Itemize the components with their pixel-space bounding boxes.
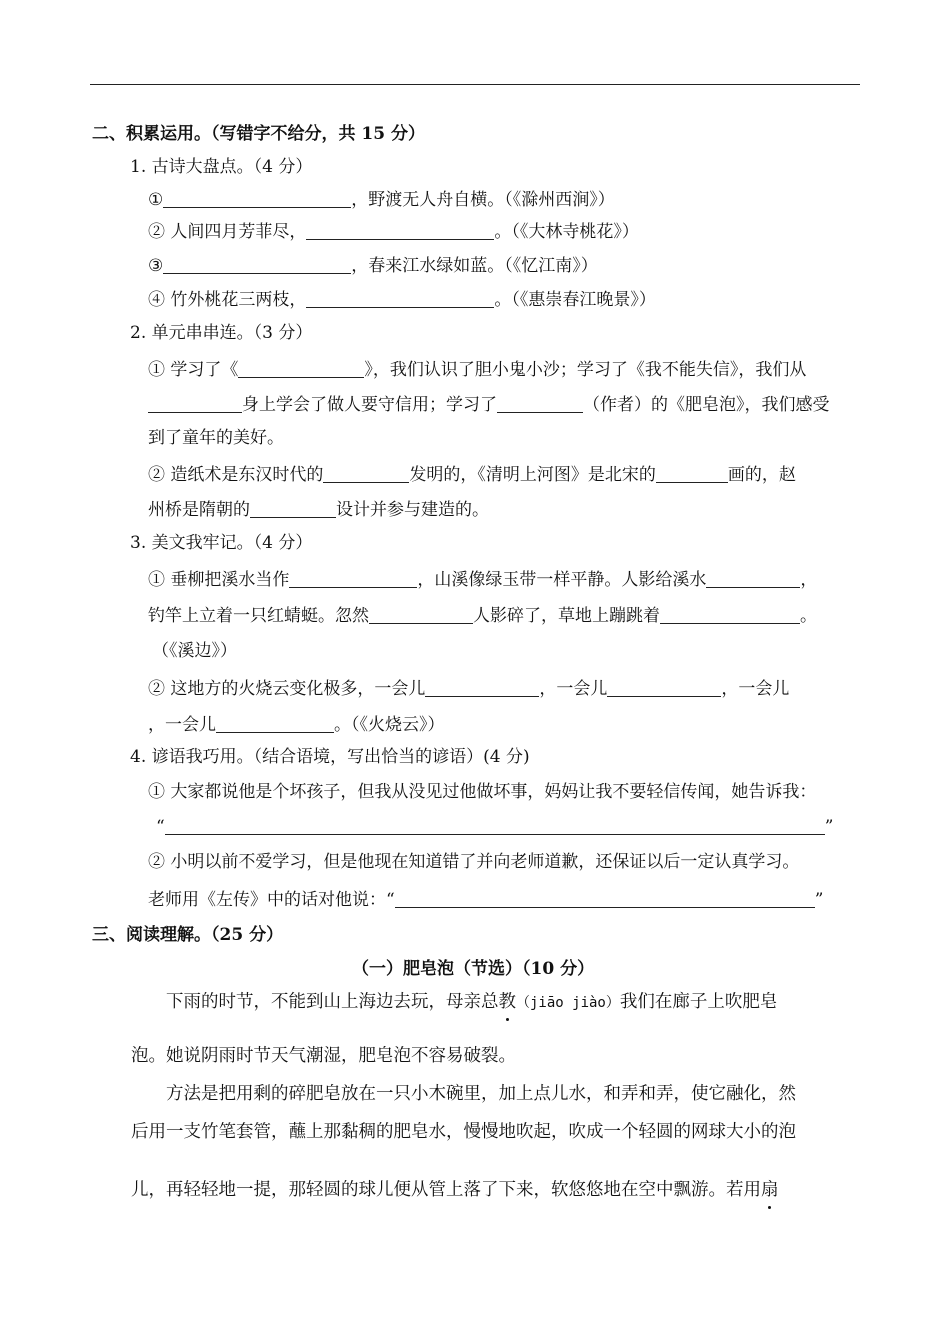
answer-blank[interactable] bbox=[289, 570, 417, 588]
passage-title: （一）肥皂泡（节选）（10 分） bbox=[352, 959, 595, 979]
q3-title: 3. 美文我牢记。（4 分） bbox=[130, 533, 313, 553]
q1-l3-b: ，春来江水绿如蓝。（《忆江南》） bbox=[351, 256, 598, 276]
pinyin-options: （jiāo jiào） bbox=[516, 995, 620, 1011]
answer-blank[interactable] bbox=[656, 465, 728, 483]
q1-l2-b: 。（《大林寺桃花》） bbox=[494, 222, 639, 242]
q1-l1-a: ① bbox=[148, 190, 164, 210]
answer-blank[interactable] bbox=[216, 715, 334, 733]
passage-para-2-line-3 bbox=[131, 1182, 779, 1200]
q2-l4-a: ② 造纸术是东汉时代的 bbox=[148, 465, 324, 485]
q3-l2-a: 钓竿上立着一只红蜻蜓。忽然 bbox=[148, 606, 369, 626]
q4-line-2 bbox=[156, 817, 833, 836]
answer-blank[interactable] bbox=[369, 606, 473, 624]
q3-line-2 bbox=[148, 606, 817, 625]
p1-a: 下雨的时节，不能到山上海边去玩，母亲总 bbox=[166, 992, 499, 1012]
q1-l4-a: ④ 竹外桃花三两枝， bbox=[148, 290, 307, 310]
q1-line-2 bbox=[148, 222, 639, 241]
emphasized-char: 扇 bbox=[761, 1180, 779, 1200]
section-3-heading: 三、阅读理解。（25 分） bbox=[92, 925, 284, 945]
answer-blank[interactable] bbox=[323, 465, 409, 483]
answer-blank[interactable] bbox=[306, 290, 494, 308]
answer-blank[interactable] bbox=[660, 606, 800, 624]
answer-blank[interactable] bbox=[607, 679, 721, 697]
q3-l5-a: ，一会儿 bbox=[148, 715, 216, 735]
q1-line-3 bbox=[148, 256, 598, 275]
p1-b: 我们在廊子上吹肥皂 bbox=[619, 992, 778, 1012]
q2-l2-a: 身上学会了做人要守信用；学习了 bbox=[242, 395, 497, 415]
q4-l4-a: 老师用《左传》中的话对他说：“ bbox=[148, 890, 395, 910]
passage-para-2: 方法是把用剩的碎肥皂放在一只小木碗里，加上点儿水，和弄和弄，使它融化，然 bbox=[166, 1084, 796, 1104]
q3-line-3: （《溪边》） bbox=[152, 641, 237, 661]
passage-para-2-line-2: 后用一支竹笔套管，蘸上那黏稠的肥皂水，慢慢地吹起，吹成一个轻圆的网球大小的泡 bbox=[131, 1122, 796, 1142]
q2-line-2 bbox=[148, 395, 830, 414]
passage-para-1-cont: 泡。她说阴雨时节天气潮湿，肥皂泡不容易破裂。 bbox=[131, 1046, 516, 1066]
answer-blank[interactable] bbox=[497, 395, 583, 413]
p5-a: 儿，再轻轻地一提，那轻圆的球儿便从管上落了下来，软悠悠地在空中飘游。若用 bbox=[131, 1180, 761, 1200]
q2-l2-b: （作者）的《肥皂泡》，我们感受 bbox=[583, 395, 830, 415]
q1-l2-a: ② 人间四月芳菲尽， bbox=[148, 222, 307, 242]
q3-l1-a: ① 垂柳把溪水当作 bbox=[148, 570, 290, 590]
answer-blank[interactable] bbox=[163, 190, 351, 208]
header-rule bbox=[90, 84, 860, 85]
q1-l1-b: ，野渡无人舟自横。（《滁州西涧》） bbox=[351, 190, 615, 210]
answer-blank[interactable] bbox=[165, 817, 825, 835]
q4-line-1: ① 大家都说他是个坏孩子，但我从没见过他做坏事，妈妈让我不要轻信传闻，她告诉我： bbox=[148, 782, 817, 802]
q3-l2-c: 。 bbox=[800, 606, 817, 626]
q4-l2-open-quote: “ bbox=[156, 817, 165, 837]
q2-l1-b: 》，我们认识了胆小鬼小沙；学习了《我不能失信》，我们从 bbox=[364, 360, 807, 380]
q3-line-4 bbox=[148, 679, 789, 698]
q2-line-1 bbox=[148, 360, 806, 379]
q3-l4-a: ② 这地方的火烧云变化极多，一会儿 bbox=[148, 679, 426, 699]
q3-l2-b: 人影碎了，草地上蹦跳着 bbox=[473, 606, 660, 626]
passage-para-1 bbox=[166, 994, 777, 1012]
q3-l1-b: ，山溪像绿玉带一样平静。人影给溪水 bbox=[417, 570, 707, 590]
q2-line-3: 到了童年的美好。 bbox=[148, 428, 284, 448]
q2-line-5 bbox=[148, 500, 489, 519]
answer-blank[interactable] bbox=[395, 890, 815, 908]
q2-l4-b: 发明的，《清明上河图》是北宋的 bbox=[409, 465, 656, 485]
answer-blank[interactable] bbox=[425, 679, 539, 697]
q3-l5-b: 。（《火烧云》） bbox=[334, 715, 445, 735]
q2-line-4 bbox=[148, 465, 796, 484]
answer-blank[interactable] bbox=[706, 570, 800, 588]
q3-l4-c: ，一会儿 bbox=[721, 679, 790, 699]
answer-blank[interactable] bbox=[163, 256, 351, 274]
q3-line-5 bbox=[148, 715, 445, 734]
q4-line-4 bbox=[148, 890, 823, 909]
q4-l4-b: ” bbox=[814, 890, 824, 910]
q1-l3-a: ③ bbox=[148, 256, 164, 276]
q2-l5-b: 设计并参与建造的。 bbox=[336, 500, 489, 520]
q2-title: 2. 单元串串连。（3 分） bbox=[130, 323, 313, 343]
answer-blank[interactable] bbox=[250, 500, 336, 518]
q4-line-3: ② 小明以前不爱学习，但是他现在知道错了并向老师道歉，还保证以后一定认真学习。 bbox=[148, 852, 800, 872]
answer-blank[interactable] bbox=[238, 360, 364, 378]
q2-l1-a: ① 学习了《 bbox=[148, 360, 239, 380]
q3-l1-c: ， bbox=[800, 570, 818, 590]
q4-title: 4. 谚语我巧用。（结合语境，写出恰当的谚语）(4 分) bbox=[130, 747, 530, 767]
q2-l4-c: 画的，赵 bbox=[727, 465, 796, 485]
q1-title: 1. 古诗大盘点。（4 分） bbox=[130, 157, 313, 177]
q1-line-4 bbox=[148, 290, 656, 309]
q3-l4-b: ，一会儿 bbox=[539, 679, 608, 699]
q2-l5-a: 州桥是隋朝的 bbox=[148, 500, 250, 520]
q1-line-1 bbox=[148, 190, 615, 209]
q1-l4-b: 。（《惠崇春江晚景》） bbox=[494, 290, 656, 310]
answer-blank[interactable] bbox=[306, 222, 494, 240]
q4-l2-close-quote: ” bbox=[824, 817, 834, 837]
emphasized-char: 教 bbox=[498, 992, 516, 1012]
section-2-heading: 二、积累运用。（写错字不给分，共 15 分） bbox=[92, 124, 425, 144]
answer-blank[interactable] bbox=[148, 395, 242, 413]
q3-line-1 bbox=[148, 570, 817, 589]
